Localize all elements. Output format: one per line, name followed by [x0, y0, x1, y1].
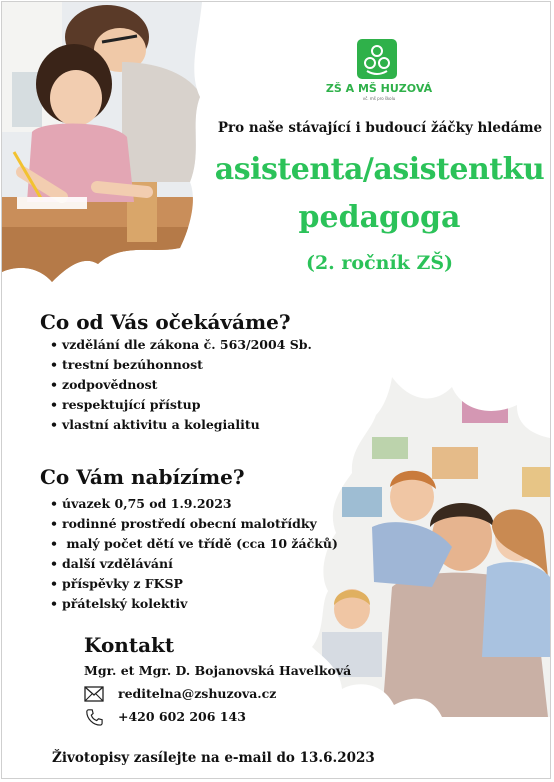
- list-item: • další vzdělávání: [40, 554, 338, 574]
- position-title-line2: pedagoga: [298, 200, 461, 235]
- phone-icon: [84, 708, 104, 726]
- contact-email[interactable]: reditelna@zshuzova.cz: [118, 686, 277, 701]
- contact-title: Kontakt: [84, 633, 175, 657]
- school-logo-name: ZŠ A MŠ HUZOVÁ: [325, 82, 433, 95]
- list-item: • příspěvky z FKSP: [40, 574, 338, 594]
- photo-teacher-with-girl: [2, 2, 207, 282]
- school-logo-icon: [357, 39, 397, 79]
- contact-phone[interactable]: +420 602 206 143: [118, 709, 246, 724]
- position-title-line1: asistenta/asistentku: [214, 152, 545, 187]
- list-item: • úvazek 0,75 od 1.9.2023: [40, 494, 338, 514]
- expectations-title: Co od Vás očekáváme?: [40, 310, 291, 334]
- envelope-icon: [84, 685, 104, 703]
- list-item: • rodinné prostředí obecní malotřídky: [40, 514, 338, 534]
- offer-list: [40, 494, 338, 614]
- list-item: • zodpovědnost: [40, 375, 312, 395]
- list-item: • vzdělání dle zákona č. 563/2004 Sb.: [40, 335, 312, 355]
- list-item: • trestní bezúhonnost: [40, 355, 312, 375]
- list-item: • přátelský kolektiv: [40, 594, 338, 614]
- contact-name: Mgr. et Mgr. D. Bojanovská Havelková: [84, 663, 352, 678]
- school-logo-tagline: vč. mš pro školu: [362, 96, 396, 101]
- lead-text: Pro naše stávající i budoucí žáčky hledáme: [217, 120, 543, 136]
- list-item: • respektující přístup: [40, 395, 312, 415]
- position-note: (2. ročník ZŠ): [305, 252, 454, 274]
- flyer-page: [1, 1, 551, 779]
- footer-note: Životopisy zasílejte na e-mail do 13.6.2023: [52, 750, 375, 766]
- list-item: • malý počet dětí ve třídě (cca 10 žáčků): [40, 534, 338, 554]
- offer-title: Co Vám nabízíme?: [40, 465, 245, 489]
- expectations-list: [40, 335, 312, 435]
- list-item: • vlastní aktivitu a kolegialitu: [40, 415, 312, 435]
